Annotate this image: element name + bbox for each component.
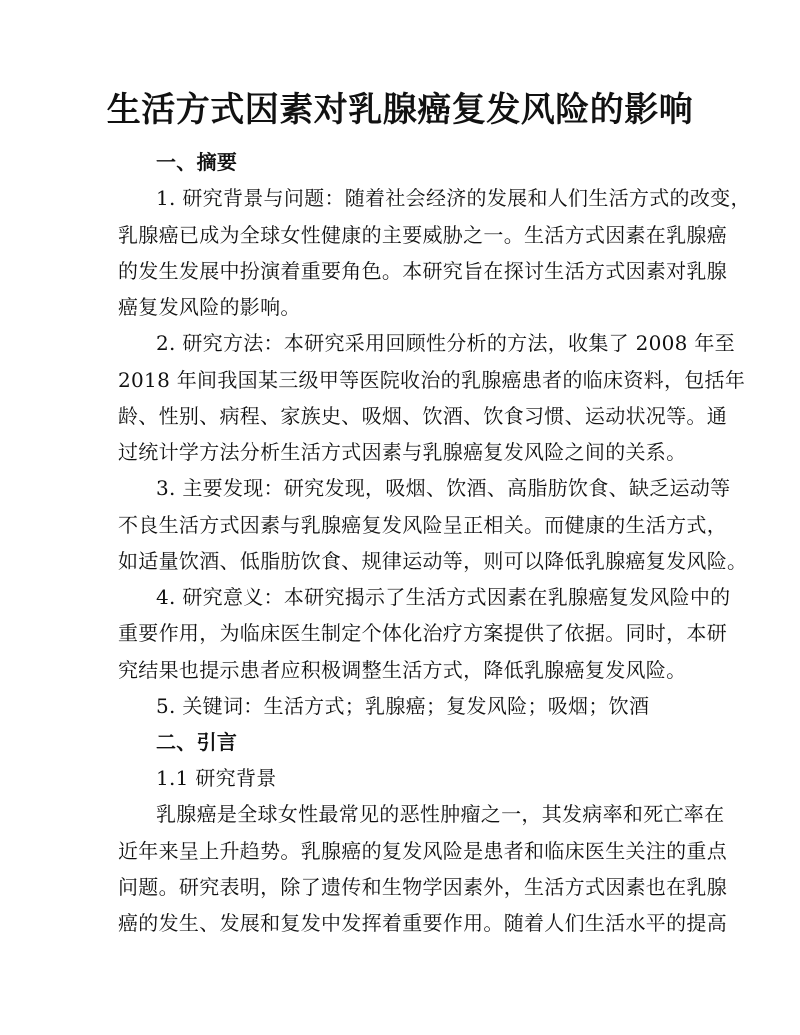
paragraph-line: 癌的发生、发展和复发中发挥着重要作用。随着人们生活水平的提高 [118, 911, 727, 935]
paragraph-line: 乳腺癌已成为全球女性健康的主要威胁之一。生活方式因素在乳腺癌 [118, 223, 727, 247]
section-heading-introduction: 二、引言 [156, 730, 238, 754]
paragraph-line: 过统计学方法分析生活方式因素与乳腺癌复发风险之间的关系。 [118, 440, 687, 464]
paragraph-line: 4. 研究意义：本研究揭示了生活方式因素在乳腺癌复发风险中的 [156, 585, 731, 609]
paragraph-line: 不良生活方式因素与乳腺癌复发风险呈正相关。而健康的生活方式， [118, 513, 727, 537]
keywords-line: 5. 关键词：生活方式；乳腺癌；复发风险；吸烟；饮酒 [156, 694, 650, 718]
paragraph-line: 的发生发展中扮演着重要角色。本研究旨在探讨生活方式因素对乳腺 [118, 259, 727, 283]
paragraph-line: 近年来呈上升趋势。乳腺癌的复发风险是患者和临床医生关注的重点 [118, 839, 727, 863]
paragraph-line: 3. 主要发现：研究发现，吸烟、饮酒、高脂肪饮食、缺乏运动等 [156, 476, 731, 500]
paragraph-line: 乳腺癌是全球女性最常见的恶性肿瘤之一，其发病率和死亡率在 [156, 802, 725, 826]
paragraph-line: 究结果也提示患者应积极调整生活方式，降低乳腺癌复发风险。 [118, 658, 687, 682]
paragraph-line: 龄、性别、病程、家族史、吸烟、饮酒、饮食习惯、运动状况等。通 [118, 404, 727, 428]
subsection-heading-background: 1.1 研究背景 [156, 766, 277, 790]
paragraph-line: 问题。研究表明，除了遗传和生物学因素外，生活方式因素也在乳腺 [118, 875, 727, 899]
paragraph-line: 癌复发风险的影响。 [118, 295, 301, 319]
paragraph-line: 2018 年间我国某三级甲等医院收治的乳腺癌患者的临床资料，包括年 [118, 368, 746, 392]
paragraph-line: 1. 研究背景与问题：随着社会经济的发展和人们生活方式的改变， [156, 186, 751, 210]
paragraph-line: 如适量饮酒、低脂肪饮食、规律运动等，则可以降低乳腺癌复发风险。 [118, 549, 748, 573]
paragraph-line: 重要作用，为临床医生制定个体化治疗方案提供了依据。同时，本研 [118, 621, 727, 645]
document-title: 生活方式因素对乳腺癌复发风险的影响 [106, 90, 694, 130]
paragraph-line: 2. 研究方法：本研究采用回顾性分析的方法，收集了 2008 年至 [156, 331, 735, 355]
section-heading-abstract: 一、摘要 [156, 150, 238, 174]
